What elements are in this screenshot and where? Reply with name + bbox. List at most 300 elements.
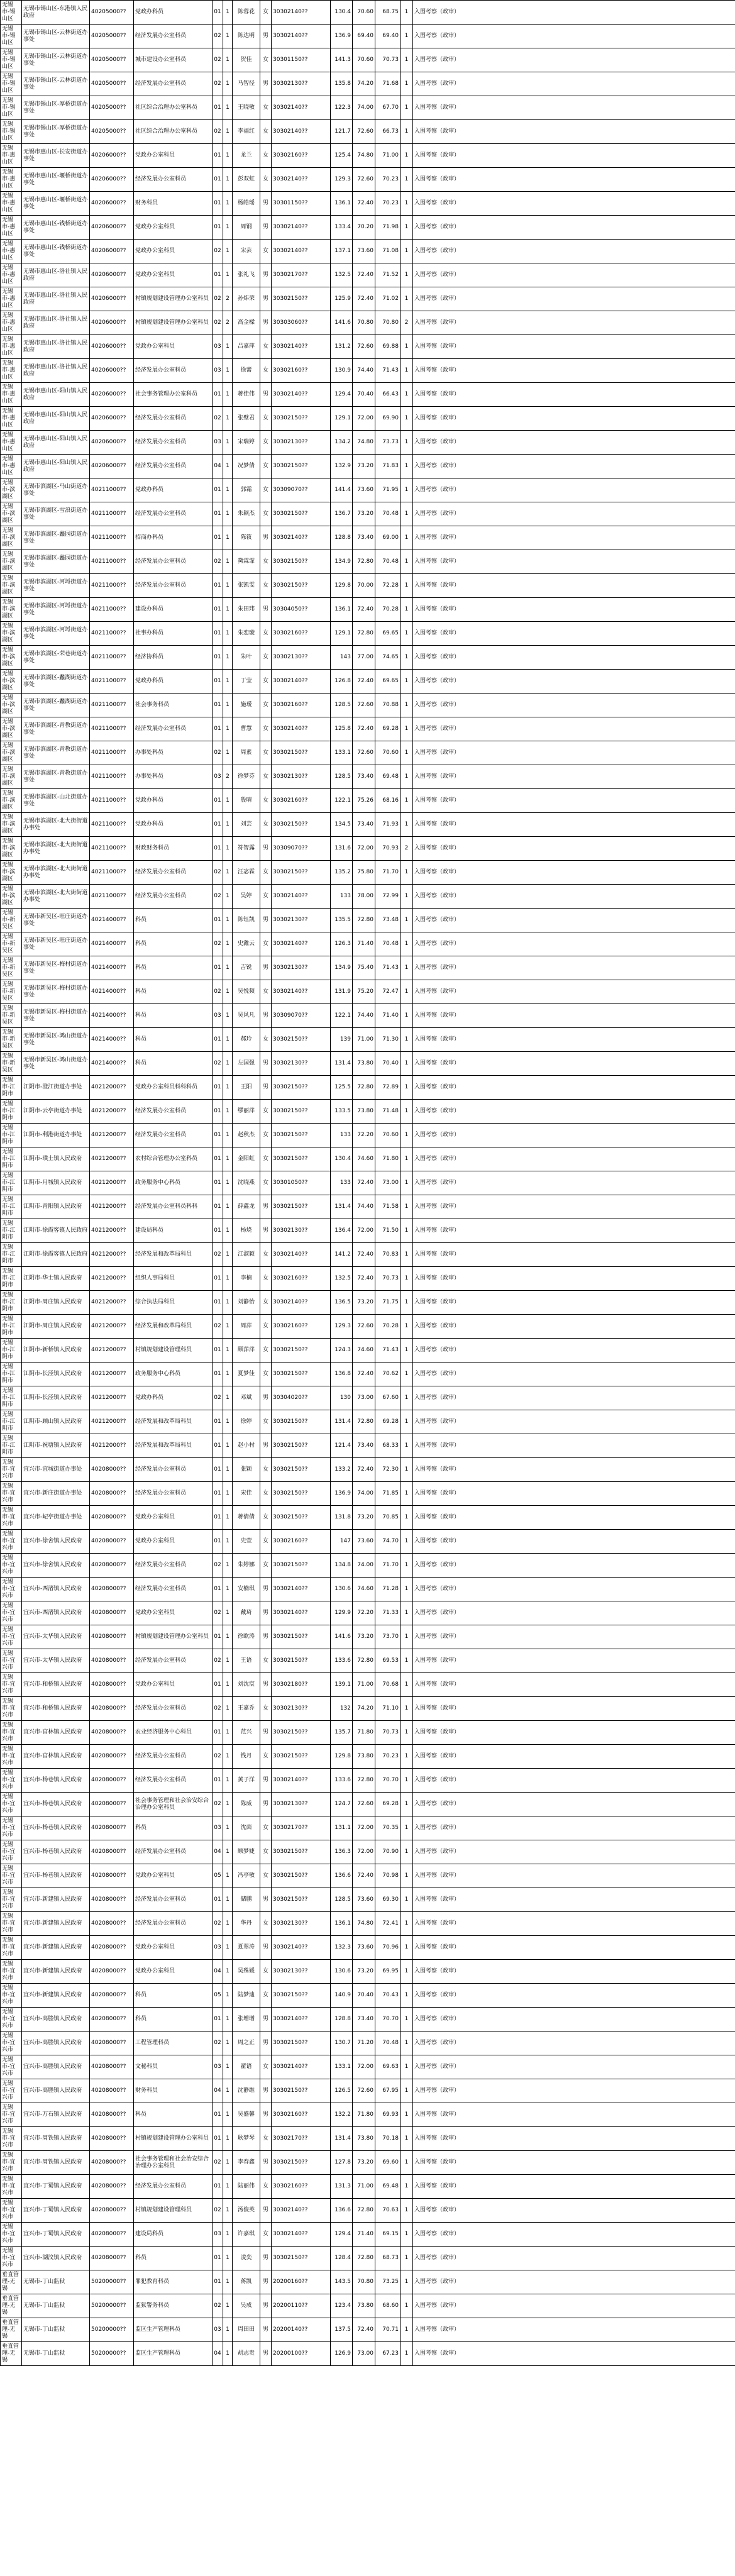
exam-id-cell: 30302160??: [272, 144, 331, 168]
total-score-cell: 73.70: [375, 1625, 401, 1649]
interview-score-cell: 73.80: [353, 1745, 375, 1769]
name-cell: 王阳: [233, 1076, 260, 1100]
dept-code-cell: 40208000??: [90, 2199, 134, 2223]
table-row: [1, 1, 735, 25]
name-cell: 朱叶: [233, 646, 260, 670]
region-cell: 无锡市-惠山区: [1, 216, 22, 240]
dept-code-cell: 40208000??: [90, 1793, 134, 1816]
position-cell: 党政办公室科员科科科员: [134, 1076, 213, 1100]
department-cell: 无锡市新吴区-梅村街道办事处: [22, 1004, 90, 1028]
interview-score-cell: 72.00: [353, 1816, 375, 1840]
total-score-cell: 66.73: [375, 120, 401, 144]
quota-cell: 1: [223, 813, 233, 837]
quota-cell: 1: [223, 789, 233, 813]
total-score-cell: 70.28: [375, 598, 401, 622]
position-no-cell: 01: [213, 1171, 223, 1195]
department-cell: 宜兴市-万石镇人民政府: [22, 2103, 90, 2127]
gender-cell: 男: [260, 1434, 272, 1458]
quota-cell: 1: [223, 1052, 233, 1076]
position-cell: 社区综合治理办公室科员: [134, 96, 213, 120]
table-row: [1, 1434, 735, 1458]
department-cell: 无锡市滨湖区-青教街道办事处: [22, 717, 90, 741]
rank-cell: 1: [401, 1410, 413, 1434]
written-score-cell: 128.8: [331, 526, 353, 550]
exam-id-cell: 30302150??: [272, 1458, 331, 1482]
table-row: [1, 909, 735, 932]
interview-score-cell: 72.40: [353, 1458, 375, 1482]
department-cell: 江阴市-青阳镇人民政府: [22, 1195, 90, 1219]
region-cell: 垂直管理-无锡: [1, 2342, 22, 2366]
department-cell: 无锡市惠山区-洛社镇人民政府: [22, 263, 90, 287]
gender-cell: 男: [260, 311, 272, 335]
dept-code-cell: 40211000??: [90, 717, 134, 741]
result-cell: 入围考察（政审）: [413, 1267, 735, 1291]
total-score-cell: 70.48: [375, 2032, 401, 2055]
position-no-cell: 04: [213, 455, 223, 478]
name-cell: 顾萍萍: [233, 1339, 260, 1363]
table-row: [1, 192, 735, 216]
position-cell: 科员: [134, 1004, 213, 1028]
quota-cell: 1: [223, 1004, 233, 1028]
interview-score-cell: 73.20: [353, 1506, 375, 1530]
total-score-cell: 68.75: [375, 1, 401, 25]
written-score-cell: 143: [331, 646, 353, 670]
result-cell: 入围考察（政审）: [413, 72, 735, 96]
rank-cell: 2: [401, 311, 413, 335]
table-row: [1, 2175, 735, 2199]
region-cell: 无锡市-江阴市: [1, 1124, 22, 1147]
exam-id-cell: 30302140??: [272, 932, 331, 956]
department-cell: 无锡市滨湖区-河埒街道办事处: [22, 598, 90, 622]
result-cell: 入围考察（政审）: [413, 1410, 735, 1434]
exam-id-cell: 30302130??: [272, 1219, 331, 1243]
position-cell: 工程管理科员: [134, 2032, 213, 2055]
position-cell: 社事办科员: [134, 622, 213, 646]
dept-code-cell: 40211000??: [90, 574, 134, 598]
interview-score-cell: 73.00: [353, 2342, 375, 2366]
interview-score-cell: 72.40: [353, 1864, 375, 1888]
department-cell: 无锡市惠山区-钱桥街道办事处: [22, 216, 90, 240]
interview-score-cell: 73.80: [353, 2294, 375, 2318]
total-score-cell: 70.60: [375, 741, 401, 765]
region-cell: 无锡市-江阴市: [1, 1195, 22, 1219]
region-cell: 无锡市-宜兴市: [1, 2079, 22, 2103]
rank-cell: 1: [401, 765, 413, 789]
position-no-cell: 05: [213, 1984, 223, 2008]
name-cell: 冯亭敏: [233, 1864, 260, 1888]
region-cell: 无锡市-惠山区: [1, 192, 22, 216]
gender-cell: 女: [260, 1912, 272, 1936]
department-cell: 无锡市新吴区-梅村街道办事处: [22, 956, 90, 980]
result-cell: 入围考察（政审）: [413, 789, 735, 813]
position-cell: 党政办公室科员: [134, 216, 213, 240]
quota-cell: 1: [223, 932, 233, 956]
position-no-cell: 01: [213, 2103, 223, 2127]
quota-cell: 1: [223, 1147, 233, 1171]
table-row: [1, 1004, 735, 1028]
total-score-cell: 70.18: [375, 2127, 401, 2151]
department-cell: 无锡市新吴区-鸿山街道办事处: [22, 1052, 90, 1076]
name-cell: 邓斌: [233, 1386, 260, 1410]
rank-cell: 1: [401, 192, 413, 216]
quota-cell: 1: [223, 1960, 233, 1984]
total-score-cell: 71.43: [375, 359, 401, 383]
dept-code-cell: 40211000??: [90, 789, 134, 813]
written-score-cell: 136.1: [331, 1912, 353, 1936]
dept-code-cell: 40206000??: [90, 287, 134, 311]
position-cell: 党政办公室科员: [134, 1960, 213, 1984]
written-score-cell: 131.4: [331, 1410, 353, 1434]
position-no-cell: 04: [213, 1840, 223, 1864]
interview-score-cell: 72.40: [353, 1243, 375, 1267]
department-cell: 无锡市滨湖区-河埒街道办事处: [22, 574, 90, 598]
dept-code-cell: 40212000??: [90, 1195, 134, 1219]
name-cell: 蒋佳伟: [233, 383, 260, 407]
result-cell: 入围考察（政审）: [413, 670, 735, 694]
position-cell: 党政办科员: [134, 1386, 213, 1410]
position-cell: 党政办公室科员: [134, 1530, 213, 1554]
department-cell: 宜兴市-杨巷镇人民政府: [22, 1840, 90, 1864]
position-cell: 科员: [134, 1816, 213, 1840]
name-cell: 夏梦佳: [233, 1363, 260, 1386]
department-cell: 宜兴市-徐舍镇人民政府: [22, 1554, 90, 1578]
exam-id-cell: 30302140??: [272, 526, 331, 550]
name-cell: 张壁君: [233, 407, 260, 431]
interview-score-cell: 72.80: [353, 2247, 375, 2270]
rank-cell: 1: [401, 72, 413, 96]
position-cell: 综合执法局科员: [134, 1291, 213, 1315]
result-cell: 入围考察（政审）: [413, 287, 735, 311]
result-cell: 入围考察（政审）: [413, 956, 735, 980]
table-row: [1, 1267, 735, 1291]
exam-id-cell: 30302170??: [272, 2127, 331, 2151]
name-cell: 储鹏: [233, 1888, 260, 1912]
name-cell: 赵小村: [233, 1434, 260, 1458]
total-score-cell: 70.62: [375, 1363, 401, 1386]
department-cell: 无锡市锡山区-云林街道办事处: [22, 25, 90, 48]
rank-cell: 1: [401, 980, 413, 1004]
department-cell: 宜兴市-官林镇人民政府: [22, 1721, 90, 1745]
result-cell: 入围考察（政审）: [413, 1028, 735, 1052]
exam-id-cell: 30302150??: [272, 1147, 331, 1171]
exam-id-cell: 30302150??: [272, 550, 331, 574]
dept-code-cell: 40214000??: [90, 1028, 134, 1052]
dept-code-cell: 40212000??: [90, 1363, 134, 1386]
dept-code-cell: 40212000??: [90, 1076, 134, 1100]
position-no-cell: 03: [213, 431, 223, 455]
table-row: [1, 861, 735, 885]
rank-cell: 1: [401, 1745, 413, 1769]
position-no-cell: 02: [213, 287, 223, 311]
region-cell: 无锡市-江阴市: [1, 1076, 22, 1100]
written-score-cell: 134.8: [331, 1554, 353, 1578]
interview-score-cell: 73.40: [353, 765, 375, 789]
gender-cell: 男: [260, 2342, 272, 2366]
name-cell: 安楠琪: [233, 1578, 260, 1601]
written-score-cell: 136.5: [331, 1291, 353, 1315]
position-no-cell: 02: [213, 1243, 223, 1267]
result-cell: 入围考察（政审）: [413, 2294, 735, 2318]
department-cell: 无锡市-丁山监狱: [22, 2318, 90, 2342]
interview-score-cell: 73.60: [353, 1936, 375, 1960]
written-score-cell: 131.1: [331, 1816, 353, 1840]
region-cell: 无锡市-惠山区: [1, 263, 22, 287]
position-cell: 科员: [134, 980, 213, 1004]
quota-cell: 1: [223, 1291, 233, 1315]
written-score-cell: 143.5: [331, 2270, 353, 2294]
exam-id-cell: 30302160??: [272, 2103, 331, 2127]
quota-cell: 1: [223, 120, 233, 144]
written-score-cell: 128.5: [331, 694, 353, 717]
table-row: [1, 1458, 735, 1482]
department-cell: 无锡市惠山区-洛社镇人民政府: [22, 311, 90, 335]
region-cell: 无锡市-宜兴市: [1, 1578, 22, 1601]
position-cell: 党政办公室科员: [134, 1936, 213, 1960]
department-cell: 无锡市滨湖区-北大街街道办事处: [22, 861, 90, 885]
department-cell: 无锡市滨湖区-蠡湖街道办事处: [22, 694, 90, 717]
quota-cell: 1: [223, 2270, 233, 2294]
exam-id-cell: 30302180??: [272, 1673, 331, 1697]
quota-cell: 1: [223, 694, 233, 717]
name-cell: 李楠: [233, 1267, 260, 1291]
rank-cell: 1: [401, 2247, 413, 2270]
position-no-cell: 01: [213, 526, 223, 550]
name-cell: 顾梦婕: [233, 1840, 260, 1864]
total-score-cell: 69.65: [375, 622, 401, 646]
rank-cell: 1: [401, 1243, 413, 1267]
region-cell: 无锡市-滨湖区: [1, 885, 22, 909]
total-score-cell: 70.70: [375, 1769, 401, 1793]
position-cell: 党政办科员: [134, 478, 213, 502]
dept-code-cell: 40211000??: [90, 837, 134, 861]
quota-cell: 1: [223, 2294, 233, 2318]
exam-id-cell: 20200140??: [272, 2318, 331, 2342]
table-row: [1, 2247, 735, 2270]
written-score-cell: 133.4: [331, 216, 353, 240]
name-cell: 贺佳: [233, 48, 260, 72]
gender-cell: 男: [260, 72, 272, 96]
dept-code-cell: 40212000??: [90, 1291, 134, 1315]
interview-score-cell: 73.80: [353, 1052, 375, 1076]
gender-cell: 女: [260, 2223, 272, 2247]
name-cell: 沈晓燕: [233, 1171, 260, 1195]
interview-score-cell: 70.60: [353, 1, 375, 25]
result-cell: 入围考察（政审）: [413, 359, 735, 383]
rank-cell: 1: [401, 1219, 413, 1243]
rank-cell: 1: [401, 550, 413, 574]
position-cell: 党政办科员: [134, 789, 213, 813]
department-cell: 无锡市锡山区-云林街道办事处: [22, 48, 90, 72]
rank-cell: 1: [401, 1984, 413, 2008]
interview-score-cell: 75.80: [353, 861, 375, 885]
written-score-cell: 124.3: [331, 1339, 353, 1363]
exam-id-cell: 30301050??: [272, 1171, 331, 1195]
position-cell: 政务服务中心科员: [134, 1171, 213, 1195]
quota-cell: 1: [223, 1816, 233, 1840]
table-row: [1, 168, 735, 192]
position-cell: 社区综合治理办公室科员: [134, 120, 213, 144]
written-score-cell: 129.3: [331, 168, 353, 192]
quota-cell: 1: [223, 1028, 233, 1052]
table-row: [1, 502, 735, 526]
position-no-cell: 02: [213, 2199, 223, 2223]
table-row: [1, 1363, 735, 1386]
rank-cell: 1: [401, 25, 413, 48]
dept-code-cell: 40211000??: [90, 861, 134, 885]
interview-score-cell: 72.60: [353, 1793, 375, 1816]
position-cell: 经济发展办公室科员: [134, 455, 213, 478]
department-cell: 宜兴市-宜城街道办事处: [22, 1458, 90, 1482]
position-no-cell: 01: [213, 192, 223, 216]
position-no-cell: 01: [213, 1, 223, 25]
position-cell: 办事处科员: [134, 765, 213, 789]
result-cell: 入围考察（政审）: [413, 1984, 735, 2008]
rank-cell: 1: [401, 1052, 413, 1076]
gender-cell: 女: [260, 2055, 272, 2079]
position-cell: 党政办科员: [134, 1, 213, 25]
exam-id-cell: 30302140??: [272, 1243, 331, 1267]
exam-id-cell: 20200160??: [272, 2270, 331, 2294]
exam-id-cell: 30302140??: [272, 383, 331, 407]
department-cell: 宜兴市-杨巷镇人民政府: [22, 1864, 90, 1888]
interview-score-cell: 74.80: [353, 1912, 375, 1936]
name-cell: 陈达明: [233, 25, 260, 48]
written-score-cell: 129.8: [331, 1745, 353, 1769]
rank-cell: 1: [401, 1315, 413, 1339]
rank-cell: 1: [401, 1339, 413, 1363]
department-cell: 无锡市新吴区-旺庄街道办事处: [22, 909, 90, 932]
position-no-cell: 03: [213, 1936, 223, 1960]
position-no-cell: 01: [213, 1506, 223, 1530]
region-cell: 无锡市-宜兴市: [1, 1840, 22, 1864]
rank-cell: 1: [401, 1076, 413, 1100]
rank-cell: 1: [401, 861, 413, 885]
table-row: [1, 598, 735, 622]
table-row: [1, 2151, 735, 2175]
rank-cell: 1: [401, 1124, 413, 1147]
region-cell: 无锡市-新吴区: [1, 1052, 22, 1076]
gender-cell: 女: [260, 1482, 272, 1506]
department-cell: 江阴市-澄江街道办事处: [22, 1076, 90, 1100]
result-cell: 入围考察（政审）: [413, 694, 735, 717]
gender-cell: 女: [260, 1649, 272, 1673]
position-no-cell: 01: [213, 909, 223, 932]
quota-cell: 1: [223, 25, 233, 48]
interview-score-cell: 72.00: [353, 837, 375, 861]
position-cell: 经济发展办公室科员: [134, 1578, 213, 1601]
quota-cell: 1: [223, 622, 233, 646]
result-cell: 入围考察（政审）: [413, 1769, 735, 1793]
department-cell: 宜兴市-高塍镇人民政府: [22, 2008, 90, 2032]
written-score-cell: 128.4: [331, 2247, 353, 2270]
position-cell: 村镇规划建设管理办公室科员: [134, 311, 213, 335]
dept-code-cell: 40211000??: [90, 670, 134, 694]
rank-cell: 1: [401, 48, 413, 72]
total-score-cell: 74.70: [375, 1530, 401, 1554]
name-cell: 蒋凯: [233, 2270, 260, 2294]
interview-score-cell: 72.40: [353, 1171, 375, 1195]
position-cell: 党政办公室科员: [134, 1864, 213, 1888]
result-cell: 入围考察（政审）: [413, 574, 735, 598]
rank-cell: 1: [401, 1171, 413, 1195]
result-cell: 入围考察（政审）: [413, 263, 735, 287]
table-row: [1, 1984, 735, 2008]
result-cell: 入围考察（政审）: [413, 120, 735, 144]
result-cell: 入围考察（政审）: [413, 1339, 735, 1363]
dept-code-cell: 40208000??: [90, 2032, 134, 2055]
exam-id-cell: 30309070??: [272, 1004, 331, 1028]
gender-cell: 男: [260, 837, 272, 861]
total-score-cell: 66.43: [375, 383, 401, 407]
result-cell: 入围考察（政审）: [413, 407, 735, 431]
result-cell: 入围考察（政审）: [413, 2127, 735, 2151]
position-cell: 经济发展办公室科员: [134, 1840, 213, 1864]
position-cell: 社会事务管理和社会治安综合治理办公室科员: [134, 2151, 213, 2175]
position-cell: 科员: [134, 956, 213, 980]
dept-code-cell: 40212000??: [90, 1219, 134, 1243]
total-score-cell: 73.73: [375, 431, 401, 455]
exam-id-cell: 30302130??: [272, 765, 331, 789]
quota-cell: 1: [223, 2055, 233, 2079]
table-row: [1, 1721, 735, 1745]
result-cell: 入围考察（政审）: [413, 1578, 735, 1601]
written-score-cell: 129.1: [331, 622, 353, 646]
gender-cell: 女: [260, 1, 272, 25]
interview-score-cell: 71.00: [353, 2175, 375, 2199]
interview-score-cell: 73.00: [353, 1386, 375, 1410]
rank-cell: 1: [401, 2103, 413, 2127]
table-row: [1, 574, 735, 598]
region-cell: 无锡市-宜兴市: [1, 2151, 22, 2175]
interview-score-cell: 72.40: [353, 192, 375, 216]
position-cell: 党政办公室科员: [134, 1673, 213, 1697]
total-score-cell: 70.90: [375, 1840, 401, 1864]
table-row: [1, 1028, 735, 1052]
interview-score-cell: 74.80: [353, 144, 375, 168]
result-cell: 入围考察（政审）: [413, 717, 735, 741]
quota-cell: 1: [223, 1530, 233, 1554]
gender-cell: 女: [260, 96, 272, 120]
result-cell: 入围考察（政审）: [413, 2032, 735, 2055]
position-no-cell: 01: [213, 1147, 223, 1171]
dept-code-cell: 40208000??: [90, 1601, 134, 1625]
position-no-cell: 01: [213, 383, 223, 407]
position-cell: 农村综合管理办公室科员: [134, 1147, 213, 1171]
quota-cell: 1: [223, 1745, 233, 1769]
total-score-cell: 71.52: [375, 263, 401, 287]
quota-cell: 1: [223, 1076, 233, 1100]
rank-cell: 1: [401, 1434, 413, 1458]
rank-cell: 1: [401, 2151, 413, 2175]
total-score-cell: 74.65: [375, 646, 401, 670]
exam-id-cell: 30302140??: [272, 980, 331, 1004]
department-cell: 无锡市滨湖区-雪浪街道办事处: [22, 502, 90, 526]
position-cell: 经济发展办公室科员: [134, 885, 213, 909]
total-score-cell: 71.58: [375, 1195, 401, 1219]
position-cell: 党政办公室科员: [134, 240, 213, 263]
rank-cell: 1: [401, 1195, 413, 1219]
total-score-cell: 70.73: [375, 1267, 401, 1291]
quota-cell: 1: [223, 2175, 233, 2199]
table-row: [1, 359, 735, 383]
position-cell: 党政办公室科员: [134, 1601, 213, 1625]
department-cell: 无锡市滨湖区-蠡湖街道办事处: [22, 670, 90, 694]
position-no-cell: 01: [213, 2127, 223, 2151]
exam-id-cell: 20200100??: [272, 2342, 331, 2366]
interview-score-cell: 74.20: [353, 72, 375, 96]
quota-cell: 1: [223, 2151, 233, 2175]
quota-cell: 1: [223, 1410, 233, 1434]
